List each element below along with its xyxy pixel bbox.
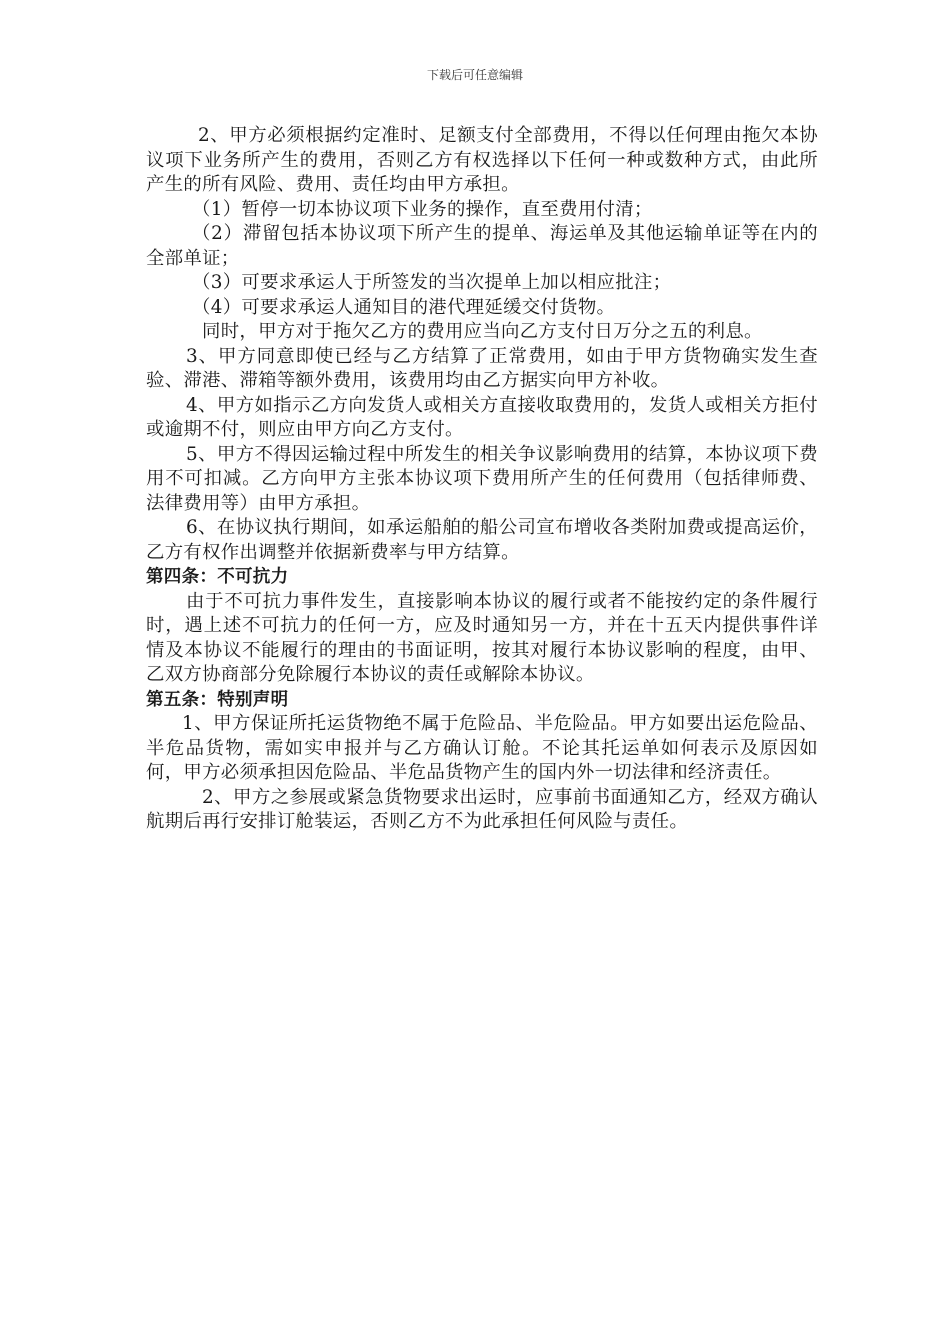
clause-5-paragraph: 5、甲方不得因运输过程中所发生的相关争议影响费用的结算，本协议项下费用不可扣减。乙方向甲方主张本协议项下费用所产生的任何费用（包括律师费、法律费用等）由甲方承担。 (146, 443, 818, 514)
clause-2-item-2: （2）滞留包括本协议项下所产生的提单、海运单及其他运输单证等在内的全部单证； (146, 223, 818, 269)
clause-2-item-4: （4）可要求承运人通知目的港代理延缓交付货物。 (192, 296, 616, 318)
clause-3-paragraph: 3、甲方同意即使已经与乙方结算了正常费用，如由于甲方货物确实发生查验、滞港、滞箱等额外费用，该费用均由乙方据实向甲方补收。 (146, 345, 818, 391)
clause-4-paragraph: 4、甲方如指示乙方向发货人或相关方直接收取费用的，发货人或相关方拒付或逾期不付，则应由甲方向乙方支付。 (146, 394, 818, 440)
clause-2-item-3: （3）可要求承运人于所签发的当次提单上加以相应批注； (192, 272, 672, 293)
article-5-heading: 第五条：特别声明 (146, 689, 289, 710)
article-5-clause-1: 1、甲方保证所托运货物绝不属于危险品、半危险品。甲方如要出运危险品、半危品货物，需如实申报并与乙方确认订舱。不论其托运单如何表示及原因如何，甲方必须承担因危险品、半危品货物产生的国内外一切法律和经济责任。 (146, 713, 818, 783)
page-header-note: 下载后可任意编辑 (426, 68, 523, 82)
document-body (146, 124, 818, 835)
clause-2-paragraph: 2、甲方必须根据约定准时、足额支付全部费用，不得以任何理由拖欠本协议项下业务所产生的费用，否则乙方有权选择以下任何一种或数种方式，由此所产生的所有风险、费用、责任均由甲方承担。 (146, 125, 818, 195)
clause-2-interest: 同时，甲方对于拖欠乙方的费用应当向乙方支付日万分之五的利息。 (202, 321, 763, 342)
clause-2-item-1: （1）暂停一切本协议项下业务的操作，直至费用付清； (192, 198, 653, 220)
clause-6-paragraph: 6、在协议执行期间，如承运船舶的船公司宣布增收各类附加费或提高运价，乙方有权作出调整并依据新费率与甲方结算。 (146, 517, 818, 563)
article-4-heading: 第四条：不可抗力 (146, 567, 289, 587)
article-5-clause-2: 2、甲方之参展或紧急货物要求出运时，应事前书面通知乙方，经双方确认航期后再行安排订舱装运，否则乙方不为此承担任何风险与责任。 (146, 786, 818, 832)
article-4-body: 由于不可抗力事件发生，直接影响本协议的履行或者不能按约定的条件履行时，遇上述不可抗力的任何一方，应及时通知另一方，并在十五天内提供事件详情及本协议不能履行的理由的书面证明，按其对履行本协议影响的程度，由甲、乙双方协商部分免除履行本协议的责任或解除本协议。 (146, 590, 818, 685)
